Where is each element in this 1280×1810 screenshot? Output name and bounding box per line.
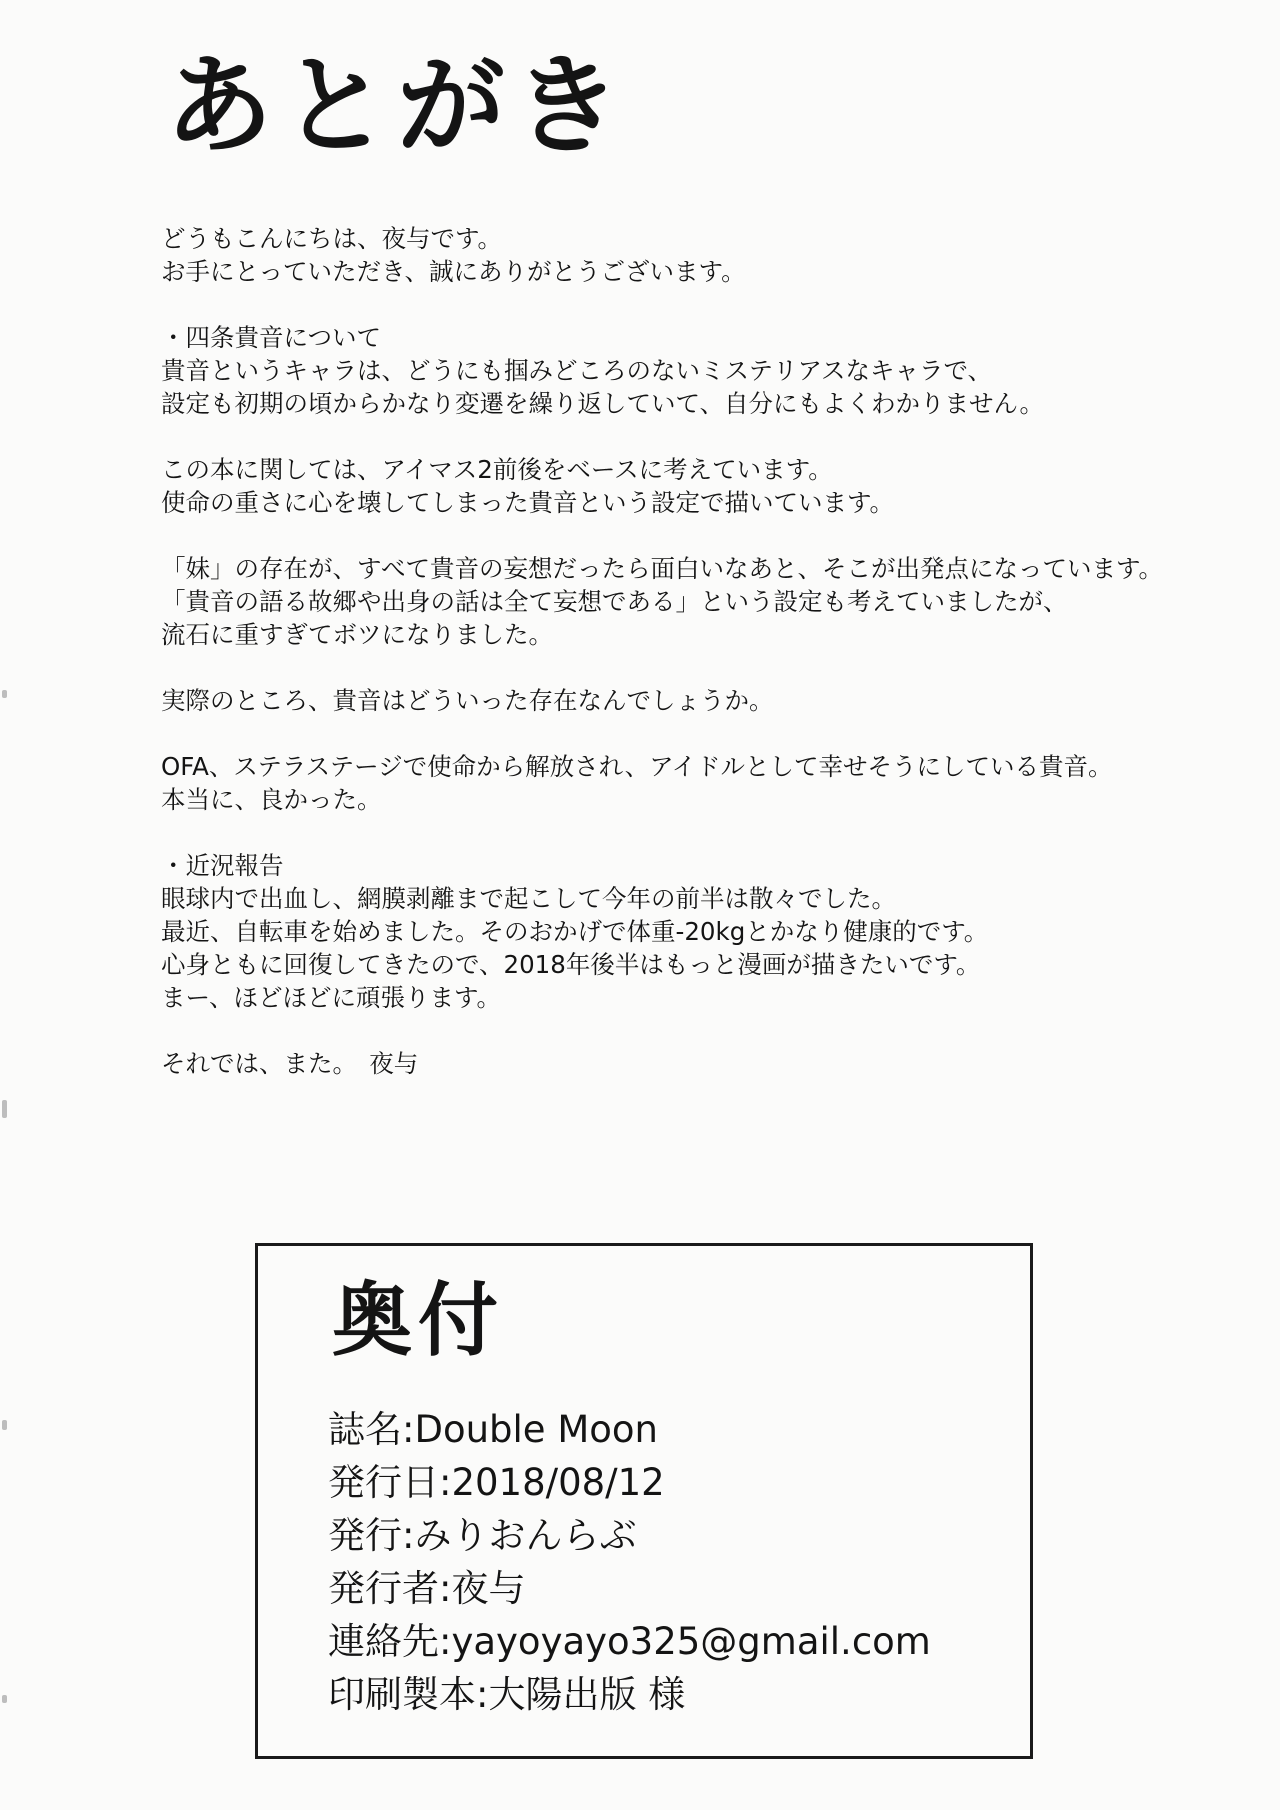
colophon-row: 印刷製本:大陽出版 様 [328, 1673, 686, 1716]
afterword-line: まー、ほどほどに頑張ります。 [161, 983, 502, 1012]
afterword-paragraph [161, 321, 1241, 420]
colophon-box [255, 1243, 1033, 1759]
afterword-paragraph [161, 849, 1241, 1014]
colophon-title: 奥付 [332, 1274, 504, 1367]
afterword-line: 「貴音の語る故郷や出身の話は全て妄想である」という設定も考えていましたが、 [161, 587, 1068, 616]
afterword-line: 使命の重さに心を壊してしまった貴音という設定で描いています。 [161, 488, 895, 517]
afterword-line: お手にとっていただき、誠にありがとうございます。 [161, 257, 746, 286]
colophon-row: 誌名:Double Moon [328, 1408, 658, 1451]
afterword-line: 心身ともに回復してきたので、2018年後半はもっと漫画が描きたいです。 [161, 950, 981, 979]
colophon-rows [328, 1403, 931, 1721]
afterword-line: 最近、自転車を始めました。そのおかげで体重-20kgとかなり健康的です。 [161, 917, 989, 946]
scan-mark [2, 1100, 7, 1118]
afterword-line: ・四条貴音について [161, 323, 382, 352]
afterword-line: この本に関しては、アイマス2前後をベースに考えています。 [161, 455, 833, 484]
afterword-line: 眼球内で出血し、網膜剥離まで起こして今年の前半は散々でした。 [161, 884, 896, 913]
afterword-paragraph [161, 222, 1241, 288]
afterword-line: それでは、また。 夜与 [161, 1049, 419, 1078]
afterword-paragraph [161, 552, 1241, 651]
afterword-line: 実際のところ、貴音はどういった存在なんでしょうか。 [161, 686, 774, 715]
colophon-row: 発行:みりおんらぶ [328, 1514, 637, 1557]
scan-mark [2, 1420, 7, 1430]
scan-mark [2, 1695, 7, 1703]
afterword-line: どうもこんにちは、夜与です。 [161, 224, 503, 253]
afterword-line: 本当に、良かった。 [161, 785, 382, 814]
afterword-paragraph [161, 453, 1241, 519]
colophon-row: 連絡先:yayoyayo325@gmail.com [328, 1620, 931, 1663]
afterword-line: 設定も初期の頃からかなり変遷を繰り返していて、自分にもよくわかりません。 [161, 389, 1044, 418]
afterword-paragraph [161, 750, 1241, 816]
afterword-line: ・近況報告 [161, 851, 284, 880]
afterword-line: 流石に重すぎてボツになりました。 [161, 620, 553, 649]
afterword-line: OFA、ステラステージで使命から解放され、アイドルとして幸せそうにしている貴音。 [161, 752, 1113, 781]
colophon-row: 発行者:夜与 [328, 1567, 526, 1610]
colophon-row: 発行日:2018/08/12 [328, 1461, 665, 1504]
afterword-paragraph [161, 1047, 1241, 1080]
afterword-line: 「妹」の存在が、すべて貴音の妄想だったら面白いなあと、そこが出発点になっています。 [161, 554, 1164, 583]
scan-mark [2, 690, 7, 698]
afterword-paragraph [161, 684, 1241, 717]
page-title: あとがき [165, 43, 630, 169]
afterword-line: 貴音というキャラは、どうにも掴みどころのないミステリアスなキャラで、 [161, 356, 993, 385]
afterword-body [161, 222, 1241, 1113]
